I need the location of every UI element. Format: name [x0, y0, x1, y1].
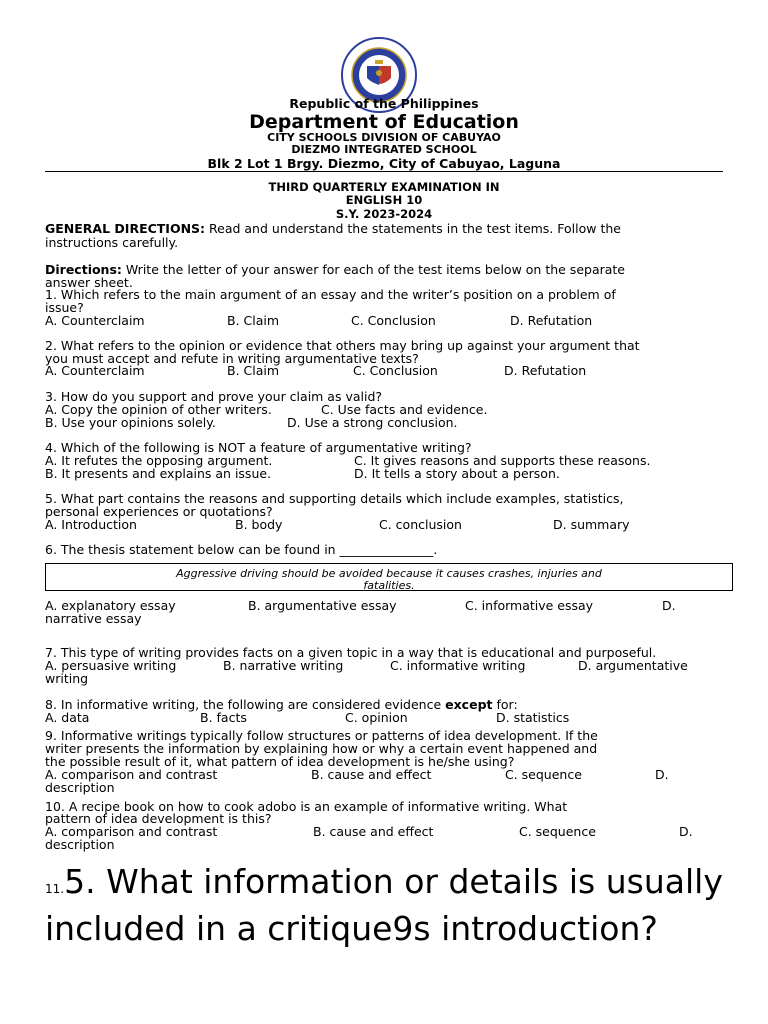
q6-option-c: C. informative essay: [465, 598, 594, 613]
q9-stem-3: the possible result of it, what pattern of idea development is he/she using?: [45, 754, 515, 769]
q6-stem: 6. The thesis statement below can be found in _______________.: [45, 542, 438, 557]
thesis-statement-line-2: fatalities.: [363, 579, 415, 592]
general-directions: [45, 222, 621, 235]
q10-option-d-text: description: [45, 837, 115, 852]
q5-option-a: A. Introduction: [45, 517, 137, 532]
q9-option-d: D.: [655, 767, 669, 782]
q1-stem: 1. Which refers to the main argument of an essay and the writer’s position on a problem of: [45, 287, 616, 302]
q2-stem-2: you must accept and refute in writing argumentative texts?: [45, 351, 419, 366]
q7-option-d: D. argumentative: [578, 658, 688, 673]
q3-option-a: A. Copy the opinion of other writers.: [45, 402, 272, 417]
q7-option-c: C. informative writing: [390, 658, 526, 673]
department-title: Department of Education: [249, 111, 519, 133]
q8-stem-c: for:: [492, 697, 518, 712]
thesis-statement-box: [45, 563, 733, 591]
q2-option-a: A. Counterclaim: [45, 363, 145, 378]
q7-option-b: B. narrative writing: [223, 658, 344, 673]
q10-option-a: A. comparison and contrast: [45, 824, 218, 839]
q9-option-d-text: description: [45, 780, 115, 795]
q4-option-a: A. It refutes the opposing argument.: [45, 453, 273, 468]
q8-stem-a: 8. In informative writing, the following are considered evidence: [45, 697, 446, 712]
q8-option-b: B. facts: [200, 710, 247, 725]
q6-option-d-text: narrative essay: [45, 611, 142, 626]
q4-option-c: C. It gives reasons and supports these reasons.: [354, 453, 651, 468]
q11-text: 5. What information or details is usually included in a critique9s introduction?: [45, 862, 723, 948]
q8-stem: [45, 698, 518, 711]
q11-number: 11.: [45, 882, 65, 896]
q1-option-c: C. Conclusion: [351, 313, 436, 328]
q7-stem: 7. This type of writing provides facts on a given topic in a way that is educational and purposeful.: [45, 645, 657, 660]
division-school: [0, 132, 768, 156]
directions-text-2: answer sheet.: [45, 275, 133, 290]
q10-stem: 10. A recipe book on how to cook adobo is an example of informative writing. What: [45, 799, 568, 814]
q5-stem-2: personal experiences or quotations?: [45, 504, 273, 519]
general-directions-text: Read and understand the statements in the test items. Follow the: [205, 221, 621, 236]
q1-stem-2: issue?: [45, 300, 84, 315]
general-directions-label: GENERAL DIRECTIONS:: [45, 221, 206, 236]
q6-option-d: D.: [662, 598, 676, 613]
q1-option-d: D. Refutation: [510, 313, 593, 328]
q4-stem: 4. Which of the following is NOT a feature of argumentative writing?: [45, 440, 472, 455]
q9-stem: 9. Informative writings typically follow structures or patterns of idea development. If the: [45, 728, 598, 743]
q10-option-b: B. cause and effect: [313, 824, 434, 839]
q3-stem: 3. How do you support and prove your claim as valid?: [45, 389, 383, 404]
q5-option-d: D. summary: [553, 517, 630, 532]
q9-option-a: A. comparison and contrast: [45, 767, 218, 782]
general-directions-text-2: instructions carefully.: [45, 235, 179, 250]
thesis-statement-line-1: Aggressive driving should be avoided because it causes crashes, injuries and: [176, 567, 602, 580]
q9-option-b: B. cause and effect: [311, 767, 432, 782]
q7-option-d-text: writing: [45, 671, 89, 686]
q8-stem-except: except: [445, 697, 493, 712]
exam-title-3: S.Y. 2023-2024: [335, 207, 433, 221]
q5-stem: 5. What part contains the reasons and supporting details which include examples, statistics,: [45, 491, 624, 506]
q8-option-d: D. statistics: [496, 710, 570, 725]
republic-label: Republic of the Philippines: [289, 96, 479, 111]
directions-label: Directions:: [45, 262, 122, 277]
q9-option-c: C. sequence: [505, 767, 582, 782]
q8-option-c: C. opinion: [345, 710, 408, 725]
q2-option-c: C. Conclusion: [353, 363, 438, 378]
directions-text: Write the letter of your answer for each of the test items below on the separate: [121, 262, 625, 277]
school-name: DIEZMO INTEGRATED SCHOOL: [291, 143, 477, 156]
q6-option-b: B. argumentative essay: [248, 598, 397, 613]
q11-stem: [45, 862, 735, 948]
division-name: CITY SCHOOLS DIVISION OF CABUYAO: [267, 131, 501, 144]
q8-option-a: A. data: [45, 710, 90, 725]
q10-option-c: C. sequence: [519, 824, 596, 839]
header-divider: [45, 171, 723, 172]
q4-option-b: B. It presents and explains an issue.: [45, 466, 272, 481]
q2-option-b: B. Claim: [227, 363, 280, 378]
q10-option-d: D.: [679, 824, 693, 839]
q10-stem-2: pattern of idea development is this?: [45, 811, 272, 826]
q3-option-d: D. Use a strong conclusion.: [287, 415, 458, 430]
q7-option-a: A. persuasive writing: [45, 658, 177, 673]
exam-title-2: ENGLISH 10: [345, 193, 423, 207]
q1-option-b: B. Claim: [227, 313, 280, 328]
q1-option-a: A. Counterclaim: [45, 313, 145, 328]
q2-option-d: D. Refutation: [504, 363, 587, 378]
q9-stem-2: writer presents the information by explaining how or why a certain event happened and: [45, 741, 598, 756]
q4-option-d: D. It tells a story about a person.: [354, 466, 560, 481]
q5-option-b: B. body: [235, 517, 283, 532]
q5-option-c: C. conclusion: [379, 517, 462, 532]
q3-option-c: C. Use facts and evidence.: [321, 402, 488, 417]
q2-stem: 2. What refers to the opinion or evidence that others may bring up against your argument that: [45, 338, 640, 353]
exam-title-1: THIRD QUARTERLY EXAMINATION IN: [268, 180, 500, 194]
q6-option-a: A. explanatory essay: [45, 598, 176, 613]
school-address: Blk 2 Lot 1 Brgy. Diezmo, City of Cabuyao, Laguna: [207, 156, 561, 171]
q3-option-b: B. Use your opinions solely.: [45, 415, 216, 430]
